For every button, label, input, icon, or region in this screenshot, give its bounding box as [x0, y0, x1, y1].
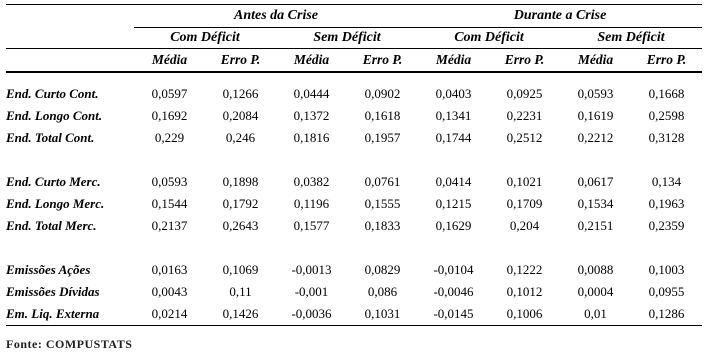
- table-row: [6, 83, 702, 105]
- table-cell: 0,1012: [506, 284, 543, 299]
- table-row: [6, 171, 702, 193]
- table-cell: 0,1833: [364, 218, 401, 233]
- table-cell: 0,0382: [293, 174, 330, 189]
- table-cell: 0,01: [560, 303, 631, 326]
- table-cell: 0,1006: [489, 303, 560, 326]
- table-cell: 0,134: [651, 174, 682, 189]
- table-cell: 0,1266: [222, 86, 259, 101]
- table-cell: 0,1196: [293, 196, 330, 211]
- table-cell: 0,246: [225, 130, 256, 145]
- table-cell: 0,0593: [577, 86, 614, 101]
- stat-header: Erro P.: [205, 49, 276, 73]
- table-cell: 0,0955: [648, 284, 685, 299]
- period-header-during: Durante a Crise: [418, 5, 702, 28]
- table-row: [6, 215, 702, 237]
- table-cell: 0,2359: [648, 218, 685, 233]
- table-cell: 0,1692: [151, 108, 188, 123]
- row-label: Emissões Dívidas: [6, 284, 100, 299]
- table-row: [6, 105, 702, 127]
- table-cell: 0,0403: [435, 86, 472, 101]
- stat-header: Erro P.: [489, 49, 560, 73]
- table-cell: 0,2212: [577, 130, 614, 145]
- table-cell: -0,0036: [276, 303, 347, 326]
- table-cell: 0,0829: [364, 262, 401, 277]
- table-cell: 0,1021: [506, 174, 543, 189]
- table-cell: -0,0104: [433, 262, 474, 277]
- table-cell: 0,1792: [222, 196, 259, 211]
- table-cell: 0,1577: [293, 218, 330, 233]
- table-cell: 0,2643: [222, 218, 259, 233]
- table-body: [6, 72, 702, 326]
- table-cell: 0,1341: [435, 108, 472, 123]
- table-cell: 0,0414: [435, 174, 472, 189]
- table-cell: 0,1744: [435, 130, 472, 145]
- stat-header: Erro P.: [631, 49, 702, 73]
- group-header: Sem Déficit: [560, 28, 702, 49]
- table-cell: 0,0043: [151, 284, 188, 299]
- table-cell: 0,1069: [222, 262, 259, 277]
- table-cell: 0,204: [509, 218, 540, 233]
- table-cell: 0,1215: [435, 196, 472, 211]
- table-cell: 0,1555: [364, 196, 401, 211]
- table-cell: 0,2151: [577, 218, 614, 233]
- table-cell: -0,001: [294, 284, 329, 299]
- table-cell: 0,1031: [347, 303, 418, 326]
- table-cell: 0,2512: [506, 130, 543, 145]
- group-header: Com Déficit: [134, 28, 276, 49]
- table-row: [6, 127, 702, 149]
- table-cell: 0,1629: [435, 218, 472, 233]
- table-source-footnote: Fonte: COMPUSTATS: [6, 337, 133, 351]
- table-cell: -0,0046: [433, 284, 474, 299]
- table-cell: 0,0088: [577, 262, 614, 277]
- period-header-before: Antes da Crise: [134, 5, 418, 28]
- row-label: End. Curto Cont.: [6, 86, 99, 101]
- stat-header: Média: [560, 49, 631, 73]
- table-cell: 0,2084: [222, 108, 259, 123]
- table-cell: 0,0617: [577, 174, 614, 189]
- table-cell: 0,0163: [151, 262, 188, 277]
- table-cell: 0,1709: [506, 196, 543, 211]
- table-cell: 0,1816: [293, 130, 330, 145]
- table-cell: 0,3128: [648, 130, 685, 145]
- row-label: Emissões Ações: [6, 262, 91, 277]
- table-cell: 0,2231: [506, 108, 543, 123]
- table-row: [6, 303, 702, 326]
- table-cell: 0,0597: [151, 86, 188, 101]
- group-header: Sem Déficit: [276, 28, 418, 49]
- table-cell: 0,1534: [577, 196, 614, 211]
- row-label: End. Total Cont.: [6, 130, 95, 145]
- table-cell: 0,1957: [364, 130, 401, 145]
- table-cell: 0,1372: [293, 108, 330, 123]
- statistics-table: [6, 4, 702, 326]
- table-header: [6, 5, 702, 73]
- stat-header: Média: [276, 49, 347, 73]
- table-cell: 0,1618: [364, 108, 401, 123]
- table-cell: 0,1286: [631, 303, 702, 326]
- table-cell: 0,1222: [506, 262, 543, 277]
- table-cell: 0,1426: [205, 303, 276, 326]
- table-cell: 0,1668: [648, 86, 685, 101]
- table-row: [6, 281, 702, 303]
- table-cell: -0,0013: [291, 262, 332, 277]
- row-label: End. Total Merc.: [6, 218, 97, 233]
- table-row: [6, 193, 702, 215]
- table-cell: 0,1963: [648, 196, 685, 211]
- table-cell: 0,0214: [134, 303, 205, 326]
- table-cell: 0,1898: [222, 174, 259, 189]
- table-cell: 0,1544: [151, 196, 188, 211]
- stat-header: Média: [418, 49, 489, 73]
- stat-header: Média: [134, 49, 205, 73]
- table-cell: 0,0593: [151, 174, 188, 189]
- table-cell: 0,0004: [577, 284, 614, 299]
- table-cell: -0,0145: [418, 303, 489, 326]
- table-cell: 0,0444: [293, 86, 330, 101]
- row-label: End. Curto Merc.: [6, 174, 101, 189]
- table-cell: 0,086: [367, 284, 398, 299]
- table-cell: 0,0902: [364, 86, 401, 101]
- table-cell: 0,0925: [506, 86, 543, 101]
- table-cell: 0,229: [154, 130, 185, 145]
- table-cell: 0,0761: [364, 174, 401, 189]
- stat-header: Erro P.: [347, 49, 418, 73]
- table-cell: 0,1619: [577, 108, 614, 123]
- table-cell: 0,11: [229, 284, 252, 299]
- table-cell: 0,2137: [151, 218, 188, 233]
- row-label: End. Longo Cont.: [6, 108, 103, 123]
- row-label: Em. Liq. Externa: [6, 303, 134, 326]
- group-header: Com Déficit: [418, 28, 560, 49]
- row-label: End. Longo Merc.: [6, 196, 105, 211]
- table-cell: 0,2598: [648, 108, 685, 123]
- table-cell: 0,1003: [648, 262, 685, 277]
- table-row: [6, 259, 702, 281]
